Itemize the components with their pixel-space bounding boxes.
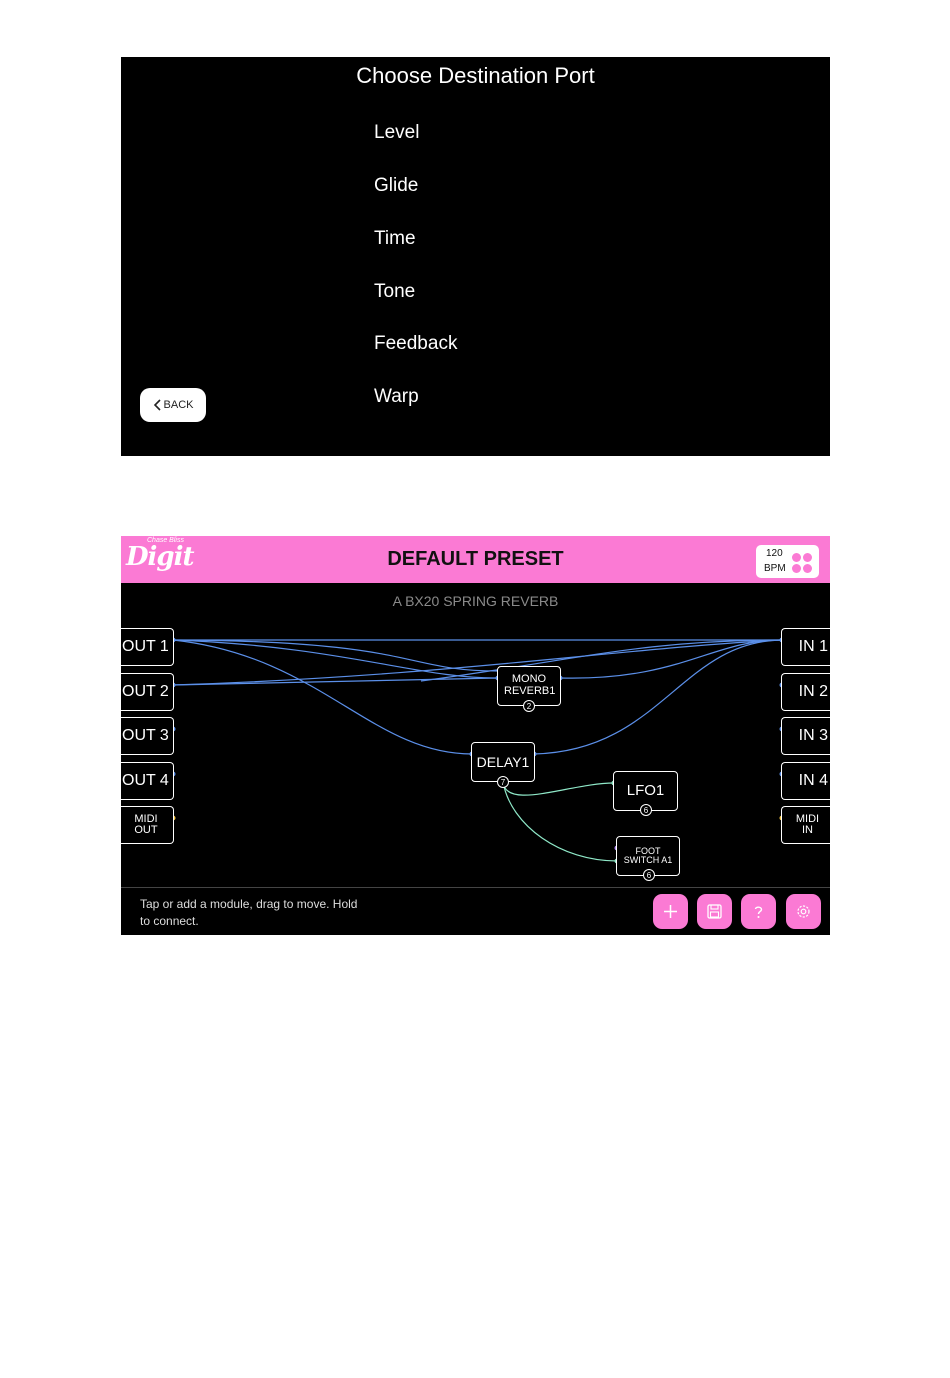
port-midi-out[interactable]	[121, 806, 174, 844]
screen-title: Choose Destination Port	[356, 63, 595, 88]
plus-icon	[662, 903, 679, 920]
module-badge: 6	[643, 869, 655, 881]
chevron-left-icon	[153, 399, 162, 411]
port-label: IN 2	[798, 683, 828, 700]
module-badge: 2	[523, 700, 535, 712]
digit-logo: Digit	[126, 542, 194, 572]
module-label: DELAY1	[476, 753, 530, 770]
destination-port-screen	[121, 57, 830, 456]
cable-reverb-in1-arc	[421, 640, 782, 681]
port-label: IN 4	[798, 772, 828, 789]
cable-out2-reverb	[173, 678, 498, 685]
port-label: IN 3	[798, 727, 828, 744]
port-option-feedback[interactable]: Feedback	[374, 333, 458, 354]
port-label: OUT 1	[122, 638, 169, 655]
port-option-warp[interactable]: Warp	[374, 386, 419, 407]
port-out-2[interactable]	[121, 673, 174, 711]
save-icon	[706, 903, 723, 920]
hint-text: Tap or add a module, drag to move. Hold to connect.	[140, 897, 358, 928]
settings-button[interactable]	[786, 894, 821, 929]
help-button[interactable]	[741, 894, 776, 929]
module-label: MONO REVERB1	[504, 673, 556, 697]
port-midi-in[interactable]	[781, 806, 830, 844]
preset-title[interactable]: DEFAULT PRESET	[387, 548, 564, 570]
port-in-3[interactable]	[781, 717, 830, 755]
port-label: OUT 3	[122, 727, 169, 744]
port-out-3[interactable]	[121, 717, 174, 755]
port-label: OUT 2	[122, 683, 169, 700]
cable-delay-footswitch	[503, 782, 617, 861]
footer-divider	[121, 887, 830, 888]
port-option-time[interactable]: Time	[374, 228, 416, 249]
port-in-1[interactable]	[781, 628, 830, 666]
module-label: FOOT SWITCH A1	[623, 845, 673, 865]
module-label: LFO1	[626, 782, 665, 800]
port-label: MIDI IN	[795, 813, 820, 836]
settings-icon	[795, 903, 812, 920]
patch-cables	[121, 536, 830, 886]
preset-subtitle: A BX20 SPRING REVERB	[392, 593, 559, 609]
back-label: BACK	[163, 399, 194, 411]
cable-out1-delay	[173, 640, 472, 754]
brand-small-text: Chase Bliss	[147, 537, 184, 544]
module-badge: 7	[497, 776, 509, 788]
add-module-button[interactable]	[653, 894, 688, 929]
port-option-glide[interactable]: Glide	[374, 175, 419, 196]
port-out-4[interactable]	[121, 762, 174, 800]
back-button[interactable]	[140, 388, 206, 422]
port-label: OUT 4	[122, 772, 169, 789]
module-badge: 6	[640, 804, 652, 816]
port-option-tone[interactable]: Tone	[374, 281, 416, 302]
cable-out1-reverb	[173, 640, 498, 678]
port-out-1[interactable]	[121, 628, 174, 666]
bpm-value: 120	[766, 548, 783, 559]
save-button[interactable]	[697, 894, 732, 929]
cable-reverb-in1	[560, 640, 782, 678]
port-in-4[interactable]	[781, 762, 830, 800]
patch-editor-screen	[121, 536, 830, 935]
cable-delay-lfo	[503, 782, 614, 795]
port-in-2[interactable]	[781, 673, 830, 711]
port-label: IN 1	[798, 638, 828, 655]
port-label: MIDI OUT	[134, 813, 158, 836]
port-option-level[interactable]: Level	[374, 122, 420, 143]
help-icon	[750, 903, 767, 920]
bpm-label: BPM	[764, 563, 786, 574]
